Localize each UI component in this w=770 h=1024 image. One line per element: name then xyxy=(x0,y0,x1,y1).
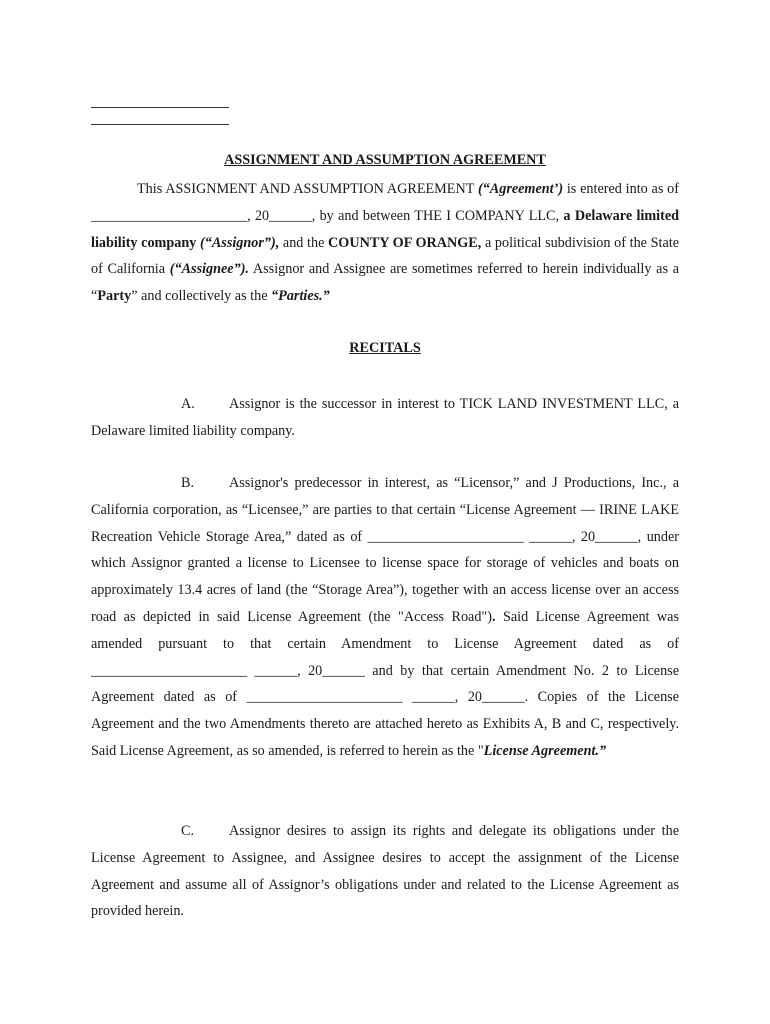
intro-paragraph xyxy=(91,176,679,310)
intro-text-1: This ASSIGNMENT AND ASSUMPTION AGREEMENT xyxy=(137,181,478,197)
agreement-term: (“Agreement’) xyxy=(477,181,564,197)
recital-c-text: Assignor desires to assign its rights and delegate its obligations under the License Agreement to Assignee, and Assignee desires to accept the assignment of the License Agreement and assume all of Assignor’s obligations under and related to the License Agreement as provided herein. xyxy=(91,823,679,920)
party-term: Party xyxy=(97,288,132,305)
recital-b-text-2: Said License Agreement was amended pursuant to that certain Amendment to License Agreement dated as of ______________________ ______, 20______ and by that certain Amendment No. 2 to License Agreement dated as of ______________________ ______, 20______. Copies of the License Agreement and the two Amendments thereto are attached hereto as Exhibits A, B and C, respectively. Said License Agreement, as so amended, is referred to herein as the " xyxy=(91,608,679,759)
parties-term: “Parties.” xyxy=(271,288,330,305)
recital-a-letter: A. xyxy=(181,396,195,412)
assignee-term: (“Assignee”). xyxy=(169,261,249,278)
recital-a-text: Assignor is the successor in interest to TICK LAND INVESTMENT LLC, a Delaware limited liability company. xyxy=(91,396,679,439)
assignor-description: a Delaware limited liability company xyxy=(91,207,680,251)
recital-a xyxy=(91,391,679,445)
recital-c-letter: C. xyxy=(181,823,195,839)
recitals-heading: RECITALS xyxy=(349,340,421,356)
intro-text-3: and the xyxy=(279,234,329,251)
license-agreement-term: License Agreement.” xyxy=(483,742,607,759)
signature-blank-line-1 xyxy=(91,107,229,108)
recital-c xyxy=(91,818,679,925)
intro-text-6: ” and collectively as the xyxy=(131,288,272,305)
recital-b-period: . xyxy=(491,608,496,625)
recital-b xyxy=(91,470,679,765)
signature-blank-line-2 xyxy=(91,124,229,125)
county-name: COUNTY OF ORANGE, xyxy=(328,234,482,251)
document-title: ASSIGNMENT AND ASSUMPTION AGREEMENT xyxy=(224,152,546,168)
recital-b-letter: B. xyxy=(181,475,195,491)
assignor-term: (“Assignor”), xyxy=(196,234,280,251)
intro-text-5: Assignor and Assignee are sometimes referred to herein individually as a “ xyxy=(91,261,679,305)
intro-text-2: is entered into as of ______________________, 20______, by and between THE I COMPANY LLC, xyxy=(91,181,680,224)
recital-b-text-1: Assignor's predecessor in interest, as “Licensor,” and J Productions, Inc., a California corporation, as “Licensee,” are parties to that certain “License Agreement — IRINE LAKE Recreation Vehicle Storage Area,” dated as of ______________________ ______, 20______, under which Assignor granted a license to Licensee to license space for storage of vehicles and boats on approximately 13.4 acres of land (the “Storage Area”), together with an access license over an access road as depicted in said License Agreement (the "Access Road") xyxy=(91,475,679,625)
intro-text-4: a political subdivision of the State of California xyxy=(91,234,679,278)
